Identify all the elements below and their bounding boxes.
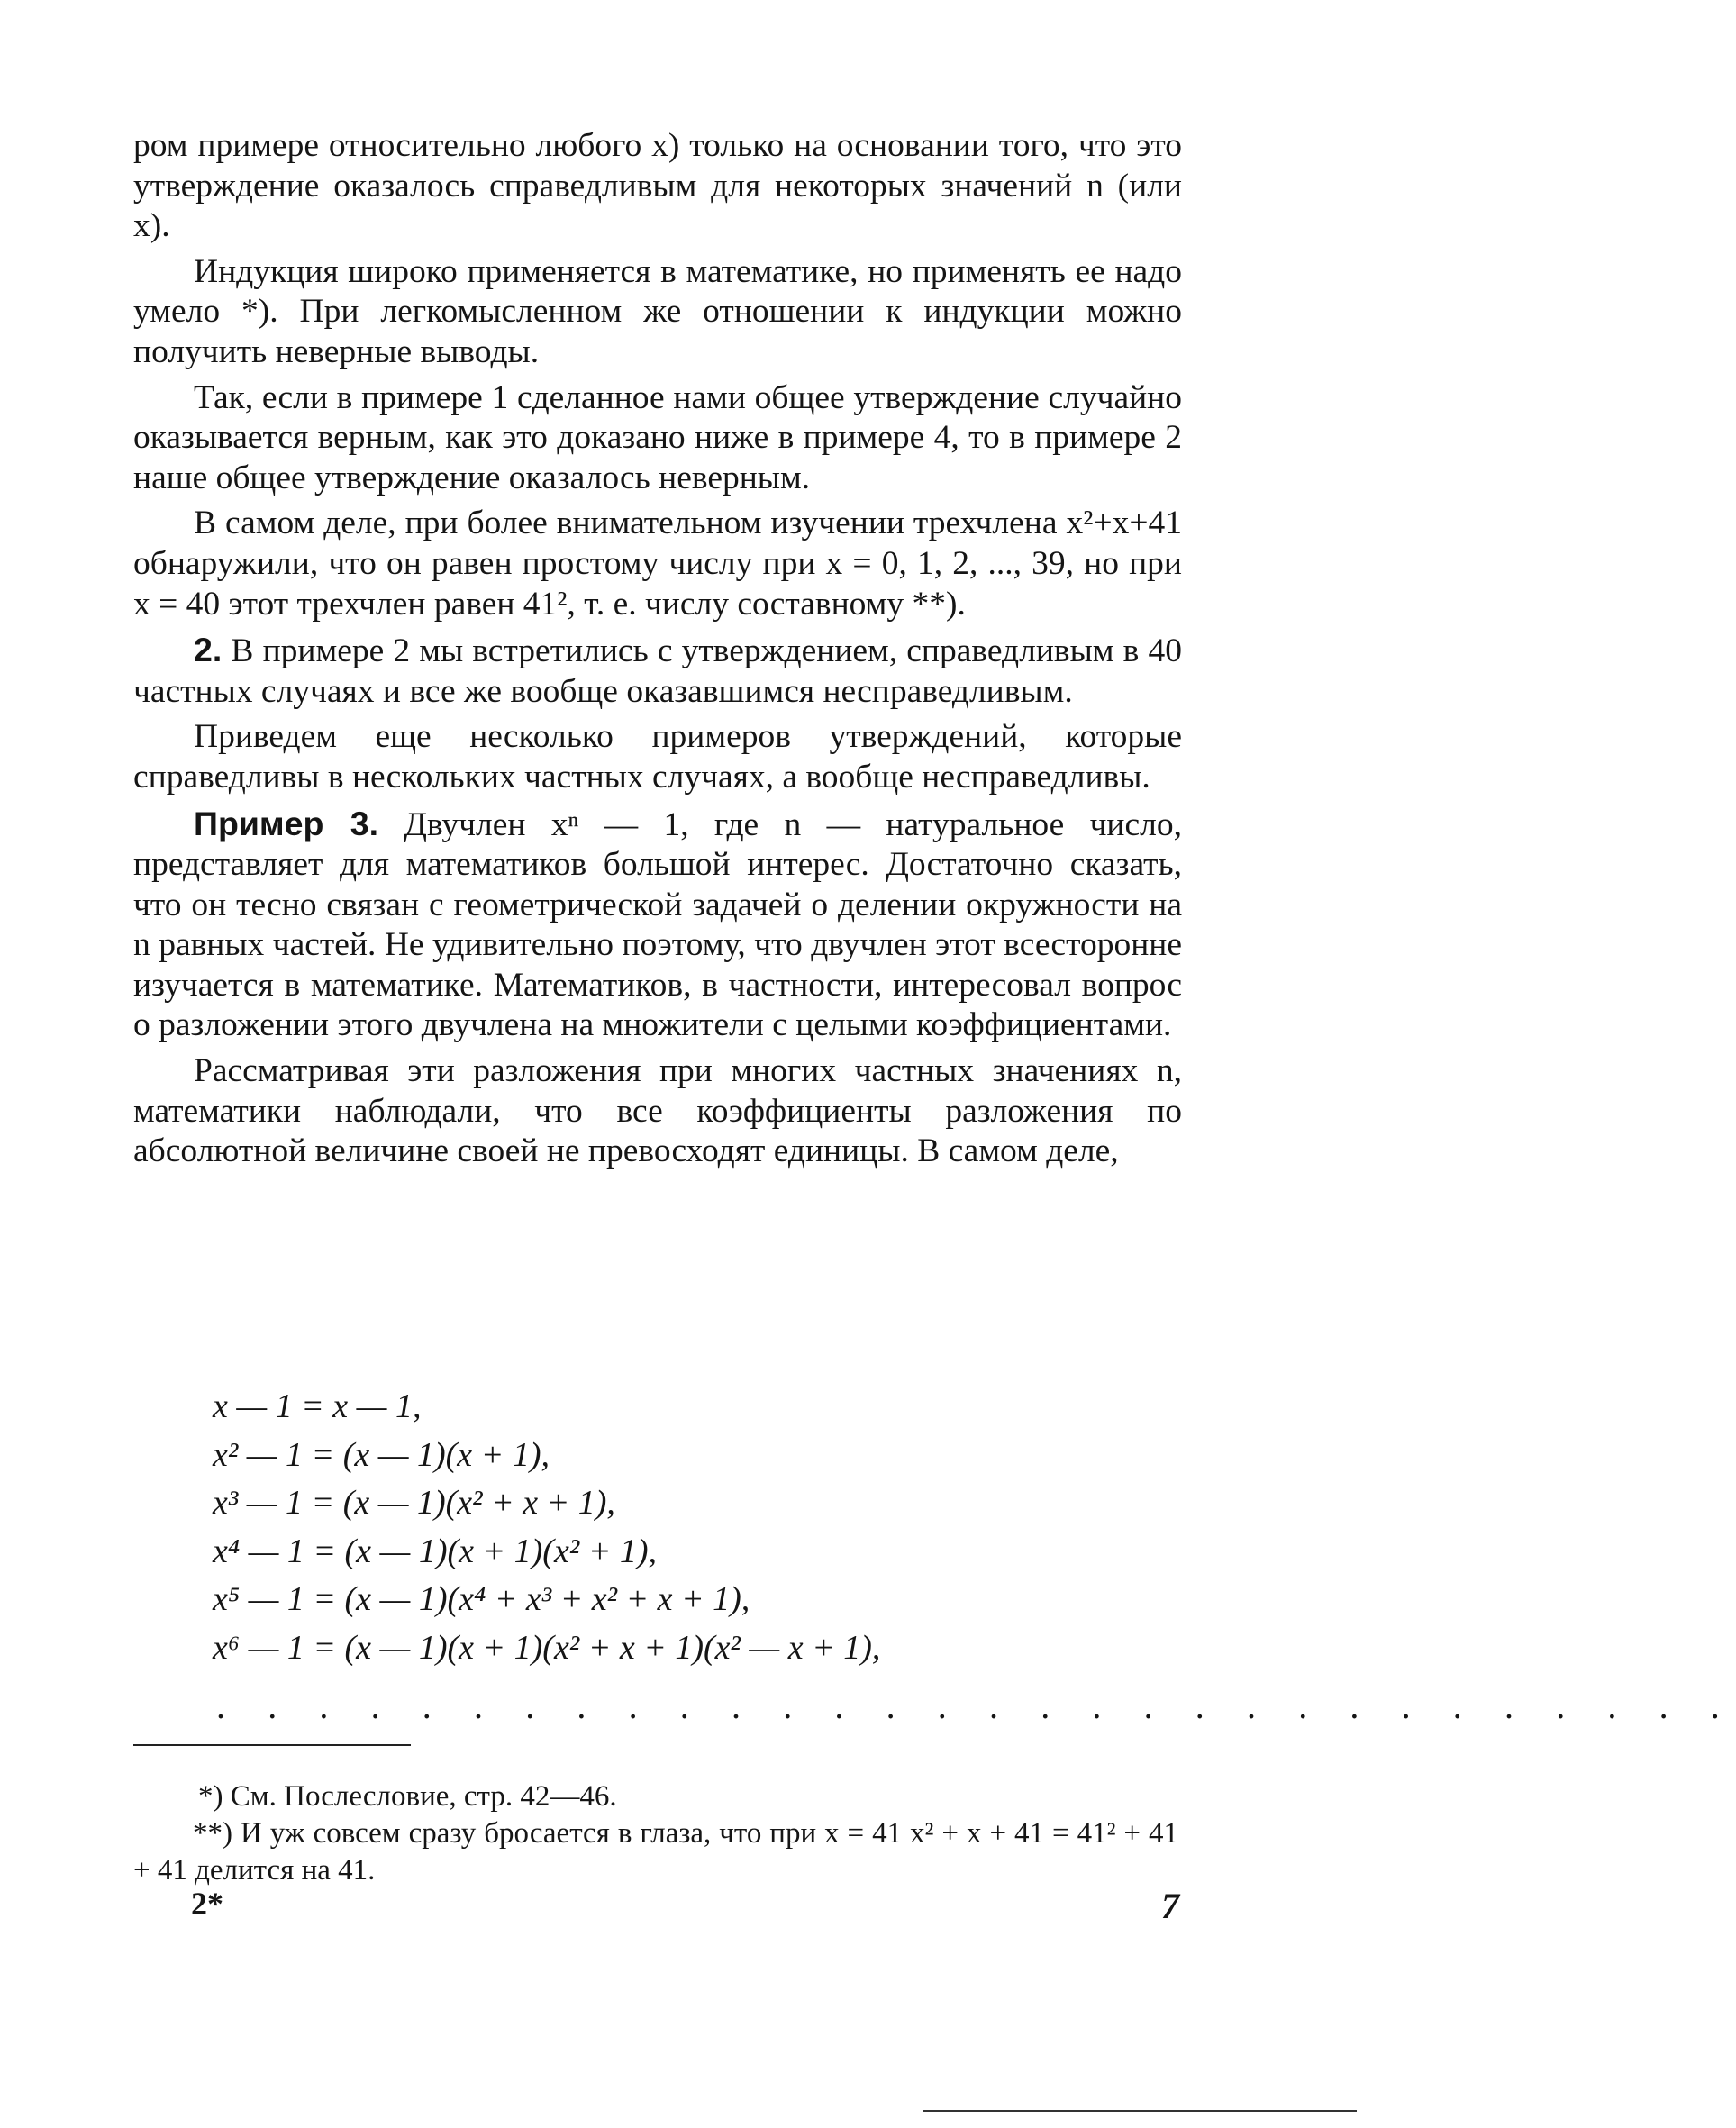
- page-number: 7: [1161, 1886, 1179, 1926]
- ellipsis-row: . . . . . . . . . . . . . . . . . . . . . . . . . . . . . .: [216, 1686, 1736, 1726]
- item-label: 2.: [194, 631, 223, 669]
- body-text: [133, 126, 1182, 1178]
- paragraph-3: Так, если в примере 1 сделанное нами общее утверждение случайно оказывается верным, как это доказано ниже в примере 4, то в примере 2 наше общее утверждение оказалось неверным.: [133, 378, 1182, 496]
- paragraph-7: [133, 804, 1182, 1047]
- formula-line: x⁴ — 1 = (x — 1)(x + 1)(x² + 1),: [213, 1532, 657, 1570]
- formula-line: x⁶ — 1 = (x — 1)(x + 1)(x² + x + 1)(x² — x + 1),: [213, 1628, 881, 1667]
- footnote-1: *) См. Послесловие, стр. 42—46.: [198, 1780, 617, 1813]
- factorization-formulas: [213, 1383, 1132, 1672]
- formula-line: x⁵ — 1 = (x — 1)(x⁴ + x³ + x² + x + 1),: [213, 1580, 750, 1618]
- paragraph-5-text: В примере 2 мы встретились с утверждением, справедливым в 40 частных случаях и все же вообще оказавшимся несправедливым.: [133, 632, 1182, 710]
- paragraph-2: Индукция широко применяется в математике, но применять ее надо умело *). При легкомысленном же отношении к индукции можно получить неверные выводы.: [133, 252, 1182, 370]
- example-label: Пример 3.: [194, 804, 379, 842]
- paragraph-8: Рассматривая эти разложения при многих частных значениях n, математики наблюдали, что все коэффициенты разложения по абсолютной величине своей не превосходят единицы. В самом деле,: [133, 1052, 1182, 1170]
- footnotes: [133, 1778, 1178, 1889]
- footnote-divider: [133, 1744, 411, 1746]
- scan-edge-line: [923, 2110, 1357, 2112]
- formula-line: x² — 1 = (x — 1)(x + 1),: [213, 1435, 550, 1474]
- formula-line: x³ — 1 = (x — 1)(x² + x + 1),: [213, 1484, 615, 1522]
- paragraph-6: Приведем еще несколько примеров утверждений, которые справедливы в нескольких частных случаях, а вообще несправедливы.: [133, 718, 1182, 796]
- formula-line: x — 1 = x — 1,: [213, 1387, 422, 1425]
- paragraph-4: В самом деле, при более внимательном изучении трехчлена x²+x+41 обнаружили, что он равен простому числу при x = 0, 1, 2, ..., 39, но при x = 40 этот трехчлен равен 41², т. е. числу составному **).: [133, 505, 1182, 623]
- paragraph-1: ром примере относительно любого x) только на основании того, что это утверждение оказалось справедливым для некоторых значений n (или x).: [133, 127, 1182, 245]
- paragraph-5: [133, 630, 1182, 712]
- footnote-2: **) И уж совсем сразу бросается в глаза, что при x = 41 x² + x + 41 = 41² + 41 + 41 делится на 41.: [133, 1817, 1178, 1887]
- paragraph-7-text: Двучлен xⁿ — 1, где n — натуральное число, представляет для математиков большой интерес. Достаточно сказать, что он тесно связан с геометрической задачей о делении окружности на n равных частей. Не удивительно поэтому, что двучлен этот всесторонне изучается в математике. Математиков, в частности, интересовал вопрос о разложении этого двучлена на множители с целыми коэффициентами.: [133, 805, 1182, 1044]
- signature-mark: 2*: [191, 1886, 223, 1922]
